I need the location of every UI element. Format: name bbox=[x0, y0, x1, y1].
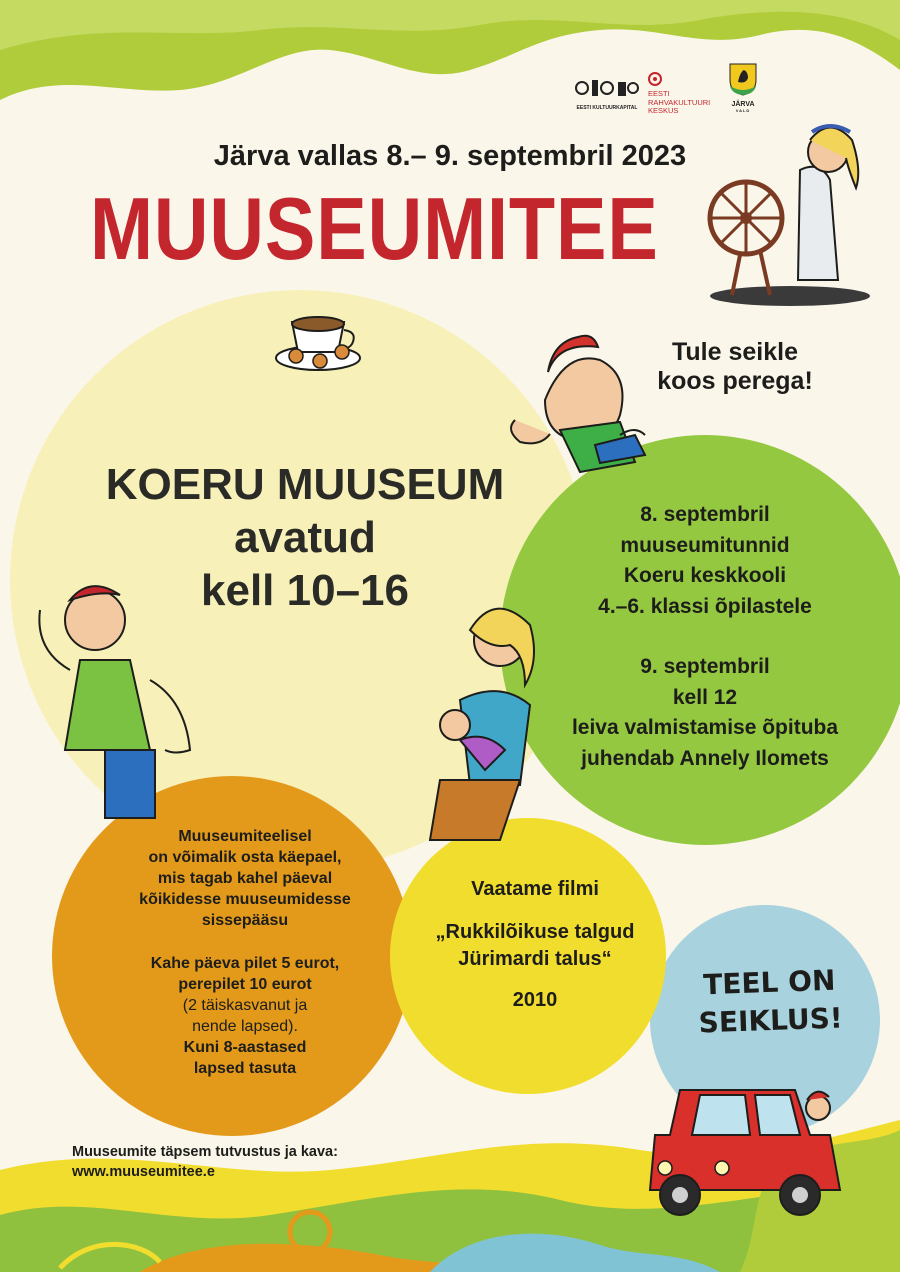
ticket-family-line-2: nende lapsed). bbox=[192, 1018, 298, 1035]
film-spacer-2 bbox=[405, 973, 665, 987]
kultuurkapital-label: EESTI KULTUURKAPITAL bbox=[576, 105, 638, 111]
film-spacer bbox=[405, 903, 665, 919]
day1-line-4: 4.–6. klassi õpilastele bbox=[598, 594, 812, 618]
day2-line-1: 9. septembril bbox=[640, 655, 770, 678]
program-schedule bbox=[530, 500, 880, 774]
ticket-price-line-1: Kahe päeva pilet 5 eurot, bbox=[150, 955, 340, 972]
ticket-para1-line-2: on võimalik osta käepael, bbox=[148, 849, 342, 866]
day1-line-1: 8. septembril bbox=[640, 503, 770, 526]
kultuurkapital-emblem-icon bbox=[574, 74, 640, 100]
adventure-slogan bbox=[689, 961, 852, 1043]
ticket-para1-line-3: mis tagab kahel päeval bbox=[157, 870, 333, 887]
event-title: MUUSEUMITEE bbox=[90, 179, 659, 278]
jarva-sub-label: VALD bbox=[735, 108, 751, 113]
ticket-para1-line-4: kõikidesse muuseumidesse bbox=[139, 891, 351, 908]
tagline-line-2: koos perega! bbox=[657, 367, 813, 395]
day1-line-3: Koeru keskkooli bbox=[623, 564, 787, 587]
ticket-info bbox=[90, 826, 400, 1079]
footer-line-1: Muuseumite täpsem tutvustus ja kava: bbox=[72, 1144, 338, 1160]
ticket-price-line-2: perepilet 10 eurot bbox=[178, 976, 312, 993]
film-title-line-1: „Rukkilõikuse talgud bbox=[435, 921, 635, 943]
rahvakultuur-label: EESTI RAHVAKULTUURI KESKUS bbox=[648, 89, 711, 115]
museum-name: KOERU MUUSEUM bbox=[105, 460, 505, 509]
ticket-spacer bbox=[90, 931, 400, 953]
museum-open-label: avatud bbox=[234, 513, 376, 562]
film-title-line-2: Jürimardi talus“ bbox=[458, 948, 612, 970]
slogan-line-1: TEEL ON bbox=[702, 963, 836, 1002]
film-intro: Vaatame filmi bbox=[471, 878, 599, 900]
ticket-para1-line-1: Muuseumiteelisel bbox=[178, 828, 312, 845]
footer-info bbox=[72, 1142, 338, 1182]
museum-hours: kell 10–16 bbox=[201, 566, 409, 615]
footer-website-link[interactable]: www.muuseumitee.e bbox=[72, 1164, 215, 1180]
day2-line-2: kell 12 bbox=[672, 685, 738, 709]
tagline bbox=[630, 338, 840, 396]
museum-opening-hours bbox=[60, 458, 550, 617]
slogan-line-2: SEIKLUS! bbox=[698, 1001, 844, 1040]
event-date: Järva vallas 8.– 9. septembril 2023 bbox=[213, 140, 687, 172]
tagline-line-1: Tule seikle bbox=[672, 338, 798, 366]
ticket-family-line-1: (2 täiskasvanut ja bbox=[182, 997, 308, 1014]
jarva-coat-of-arms-icon bbox=[728, 62, 758, 96]
jarva-vald-logo bbox=[728, 62, 758, 113]
rahvakultuur-emblem-icon bbox=[648, 72, 662, 86]
sponsor-logos bbox=[570, 62, 870, 122]
day2-line-4: juhendab Annely Ilomets bbox=[581, 746, 829, 770]
day2-line-3: leiva valmistamise õpituba bbox=[571, 716, 839, 739]
ticket-para1-line-5: sissepääsu bbox=[201, 912, 289, 929]
film-info bbox=[405, 876, 665, 1014]
ticket-free-line-1: Kuni 8-aastased bbox=[183, 1039, 307, 1056]
jarva-label: JÄRVA bbox=[731, 101, 755, 108]
film-year: 2010 bbox=[512, 989, 558, 1011]
kultuurkapital-logo bbox=[574, 74, 640, 111]
schedule-spacer bbox=[530, 622, 880, 652]
day1-line-2: muuseumitunnid bbox=[620, 533, 790, 557]
ticket-free-line-2: lapsed tasuta bbox=[193, 1060, 297, 1077]
